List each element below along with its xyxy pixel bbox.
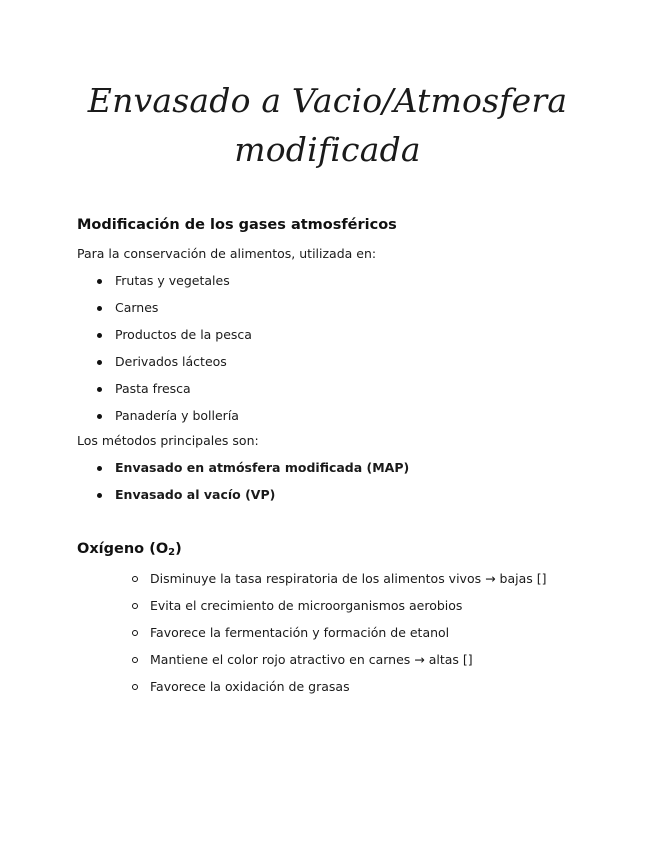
oxygen-heading-subscript: 2 (168, 547, 176, 558)
oxygen-effects-list (150, 570, 547, 705)
list-item: Carnes (115, 299, 252, 326)
list-item: Mantiene el color rojo atractivo en carnes → altas [] (150, 651, 547, 678)
list-item: Derivados lácteos (115, 353, 252, 380)
title-line-1: Envasado a Vacio/Atmosfera (87, 81, 568, 120)
list-item: Envasado al vacío (VP) (115, 486, 409, 513)
list-item: Frutas y vegetales (115, 272, 252, 299)
list-item: Favorece la oxidación de grasas (150, 678, 547, 705)
list-item: Envasado en atmósfera modificada (MAP) (115, 459, 409, 486)
list-item: Favorece la fermentación y formación de etanol (150, 624, 547, 651)
page-title (40, 76, 615, 174)
list-item: Evita el crecimiento de microorganismos aerobios (150, 597, 547, 624)
food-list (115, 272, 252, 434)
list-item: Disminuye la tasa respiratoria de los alimentos vivos → bajas [] (150, 570, 547, 597)
methods-list (115, 459, 409, 513)
section-heading-oxygen (77, 541, 182, 558)
title-line-2: modificada (234, 130, 421, 169)
oxygen-heading-suffix: ) (175, 541, 182, 557)
list-item: Productos de la pesca (115, 326, 252, 353)
section-heading-gases: Modificación de los gases atmosféricos (77, 217, 397, 233)
list-item: Pasta fresca (115, 380, 252, 407)
intro-paragraph: Para la conservación de alimentos, utilizada en: (77, 246, 377, 261)
list-item: Panadería y bollería (115, 407, 252, 434)
oxygen-heading-prefix: Oxígeno (O (77, 541, 169, 557)
methods-intro: Los métodos principales son: (77, 433, 259, 448)
